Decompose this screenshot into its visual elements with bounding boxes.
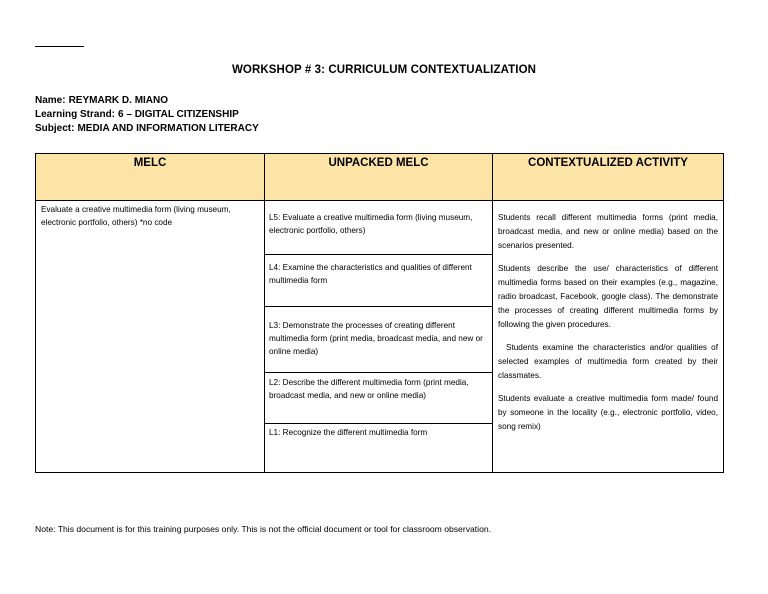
activity-paragraph: Students recall different multimedia forms (print media, broadcast media, and new or online media) based on the scenarios presented. bbox=[498, 213, 718, 250]
contextualization-table bbox=[35, 153, 724, 473]
strand-label: Learning Strand: bbox=[35, 109, 116, 120]
header-unpacked-melc: UNPACKED MELC bbox=[265, 154, 493, 201]
document-title: WORKSHOP # 3: CURRICULUM CONTEXTUALIZATION bbox=[231, 64, 537, 76]
table-row bbox=[36, 201, 724, 473]
melc-cell: Evaluate a creative multimedia form (living museum, electronic portfolio, others) *no code bbox=[36, 201, 265, 473]
subject-value: MEDIA AND INFORMATION LITERACY bbox=[77, 123, 259, 134]
strand-line bbox=[35, 108, 259, 122]
header-melc: MELC bbox=[36, 154, 265, 201]
strand-value: 6 – DIGITAL CITIZENSHIP bbox=[118, 109, 239, 120]
activity-paragraph: Students describe the use/ characteristics of different multimedia forms based on their examples (e.g., magazine, radio broadcast, Facebook, google class). The demonstrate the processes of creating different multimedia forms by following the given procedures. bbox=[498, 264, 718, 329]
document-meta bbox=[35, 94, 259, 136]
unpacked-item-l1: L1: Recognize the different multimedia form bbox=[269, 428, 428, 437]
unpacked-item-l2: L2: Describe the different multimedia form (print media, broadcast media, and new or online media) bbox=[265, 373, 492, 424]
activity-paragraph: Students evaluate a creative multimedia form made/ found by someone in the locality (e.g., electronic portfolio, video, song remix) bbox=[498, 394, 718, 431]
top-rule bbox=[35, 46, 84, 47]
unpacked-item-l3: L3: Demonstrate the processes of creating different multimedia form (print media, broadcast media, and new or online media) bbox=[265, 307, 492, 373]
footer-note: Note: This document is for this training purposes only. This is not the official document or tool for classroom observation. bbox=[35, 524, 492, 534]
unpacked-cell bbox=[265, 201, 493, 473]
table-header-row bbox=[36, 154, 724, 201]
name-line bbox=[35, 94, 259, 108]
subject-line bbox=[35, 122, 259, 136]
unpacked-item-l4: L4: Examine the characteristics and qualities of different multimedia form bbox=[265, 255, 492, 307]
unpacked-item-l5: L5: Evaluate a creative multimedia form (living museum, electronic portfolio, others) bbox=[265, 201, 492, 255]
unpacked-list bbox=[265, 201, 492, 472]
activity-paragraph: Students examine the characteristics and/or qualities of selected examples of multimedia form created by their classmates. bbox=[498, 343, 718, 380]
activity-cell bbox=[493, 201, 724, 473]
subject-label: Subject: bbox=[35, 123, 75, 134]
name-value: REYMARK D. MIANO bbox=[68, 95, 169, 106]
name-label: Name: bbox=[35, 95, 66, 106]
header-contextualized-activity: CONTEXTUALIZED ACTIVITY bbox=[493, 154, 724, 201]
